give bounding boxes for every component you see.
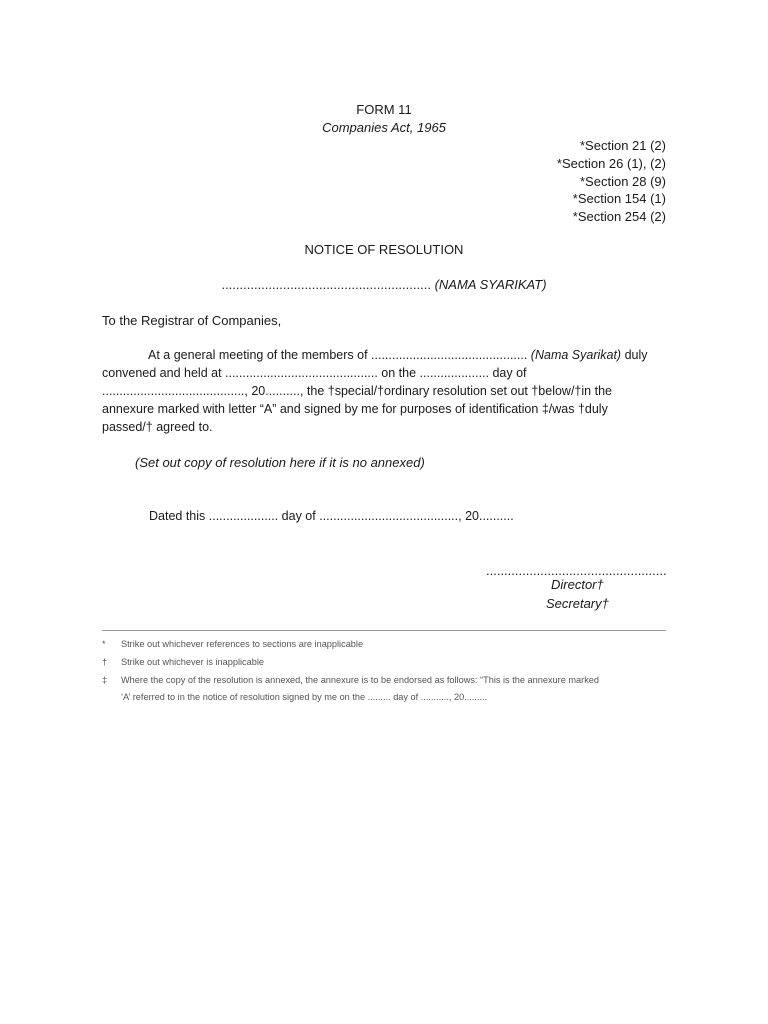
instruction-note: (Set out copy of resolution here if it is no annexed) bbox=[135, 455, 425, 470]
paragraph-line: convened and held at ............................................ on the .................... day of bbox=[102, 366, 527, 380]
section-ref: *Section 26 (1), (2) bbox=[556, 155, 666, 171]
footnote-mark: † bbox=[102, 657, 108, 667]
signature-director: Director† bbox=[551, 577, 604, 592]
footnote-divider bbox=[102, 630, 666, 631]
paragraph-text: At a general meeting of the members of ............................................. bbox=[148, 348, 531, 362]
notice-title: NOTICE OF RESOLUTION bbox=[304, 242, 464, 257]
form-number: FORM 11 bbox=[356, 102, 412, 117]
footnote-mark: ‡ bbox=[102, 675, 108, 685]
company-name-blank: .......................................................... bbox=[221, 277, 431, 292]
section-ref: *Section 154 (1) bbox=[572, 191, 666, 207]
footnote-text: Strike out whichever references to sections are inapplicable bbox=[121, 639, 364, 649]
company-name-line bbox=[0, 277, 768, 292]
section-ref: *Section 28 (9) bbox=[580, 173, 666, 189]
signature-line: .................................................. bbox=[486, 563, 667, 578]
footnote-text: ‘A’ referred to in the notice of resolution signed by me on the ......... day of ..........., 20......... bbox=[121, 692, 488, 702]
footnote-mark: * bbox=[102, 639, 106, 649]
paragraph-line: passed/† agreed to. bbox=[102, 420, 213, 434]
footnote-text: Where the copy of the resolution is annexed, the annexure is to be endorsed as follows: “This is the annexure marked bbox=[121, 675, 600, 685]
act-title: Companies Act, 1965 bbox=[322, 120, 446, 135]
dated-line: Dated this .................... day of ........................................, 20.......... bbox=[149, 509, 514, 523]
paragraph-text: duly bbox=[621, 348, 648, 362]
paragraph-line: ........................................., 20.........., the †special/†ordinary resolution set out †below/†in the bbox=[102, 384, 612, 398]
section-references bbox=[557, 137, 666, 226]
resolution-paragraph bbox=[102, 346, 668, 436]
paragraph-line: annexure marked with letter “A” and signed by me for purposes of identification ‡/was †duly bbox=[102, 402, 608, 416]
section-ref: *Section 254 (2) bbox=[572, 209, 666, 225]
footnote bbox=[102, 675, 599, 685]
company-name-inline: (Nama Syarikat) bbox=[530, 348, 622, 362]
footnote-text: Strike out whichever is inapplicable bbox=[121, 657, 264, 667]
paragraph-line bbox=[102, 346, 668, 364]
section-ref: *Section 21 (2) bbox=[580, 138, 666, 153]
footnote bbox=[102, 639, 363, 649]
signature-secretary: Secretary† bbox=[546, 596, 609, 611]
company-name-label: (NAMA SYARIKAT) bbox=[434, 277, 547, 292]
addressee: To the Registrar of Companies, bbox=[102, 313, 282, 328]
footnote-continuation bbox=[102, 692, 487, 702]
footnote bbox=[102, 657, 264, 667]
